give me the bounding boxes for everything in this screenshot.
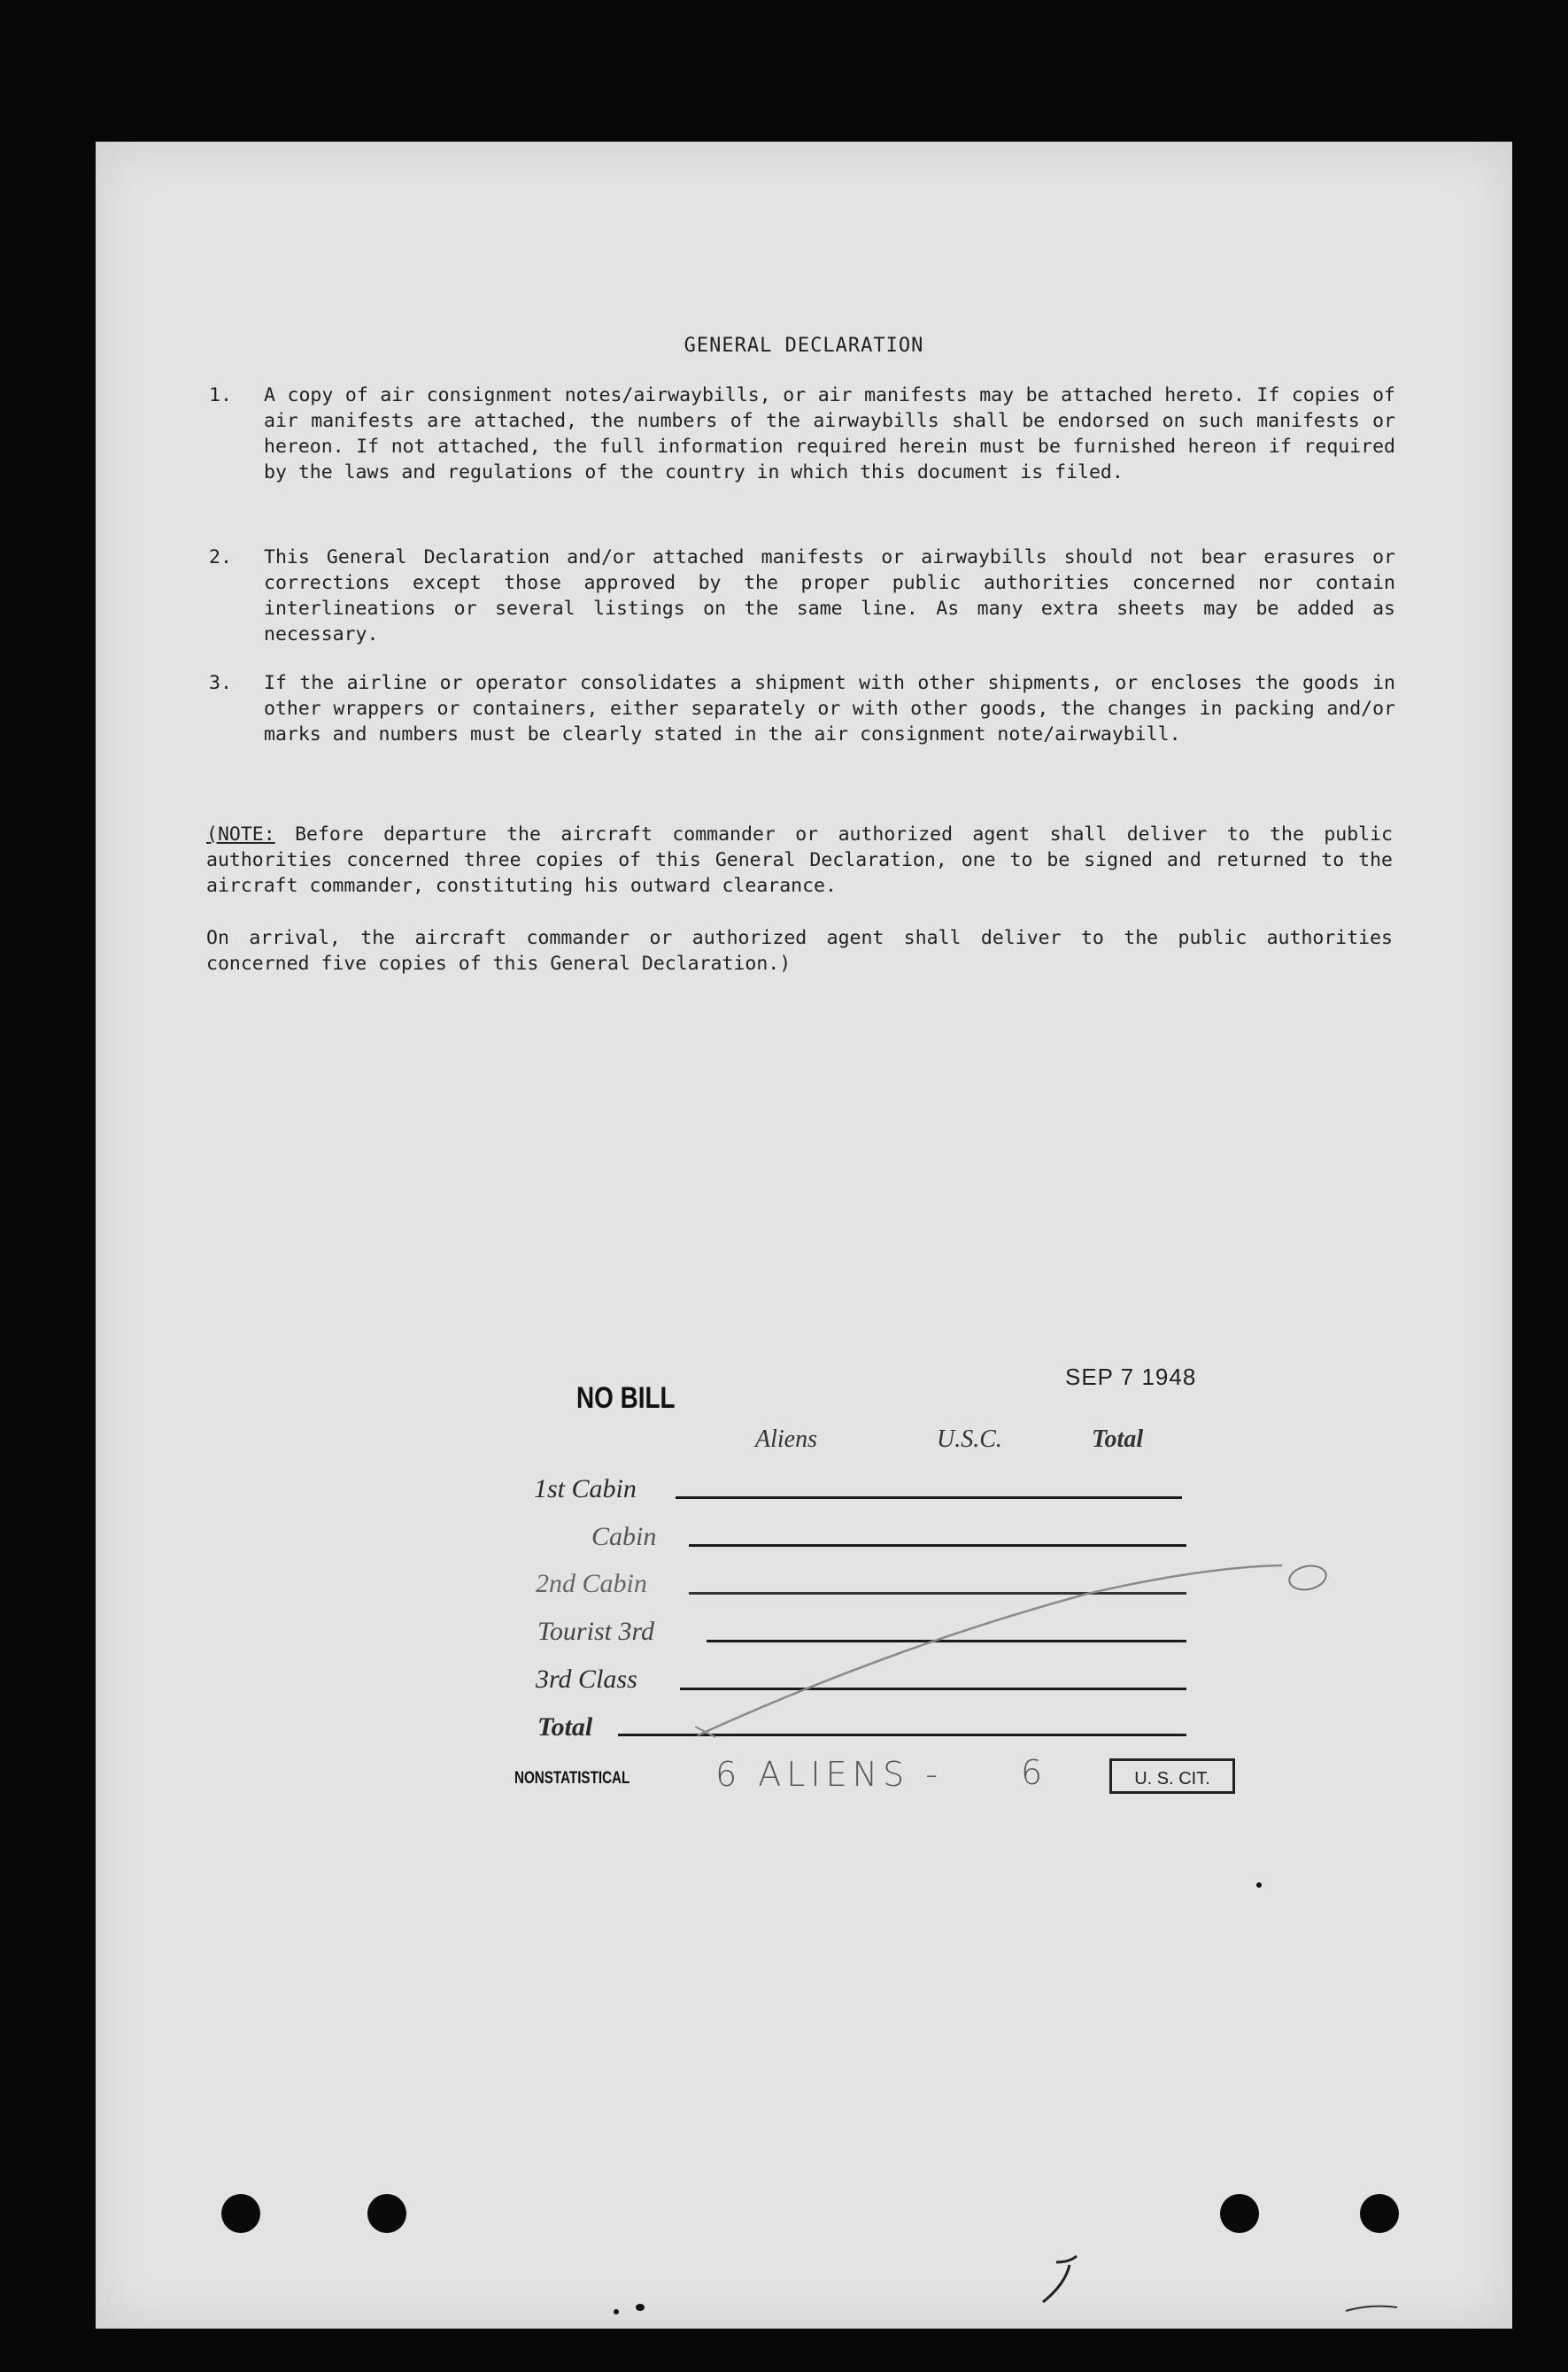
- note-text: Before departure the aircraft commander or authorized agent shall deliver to the public authorities concerned three copies of this General Declaration, one to be signed and returned to the aircraft commander, constituting his outward clearance.: [206, 823, 1393, 897]
- column-header-aliens: Aliens: [755, 1426, 817, 1453]
- item-text: This General Declaration and/or attached manifests or airwaybills should not bear erasures or corrections except those approved by the proper public authorities concerned nor contain interlineations or several listings on the same line. As many extra sheets may be added as necessary.: [264, 546, 1395, 645]
- column-header-usc: U.S.C.: [937, 1426, 1002, 1453]
- item-number: 2.: [209, 546, 232, 568]
- row-label-tourist-3rd: Tourist 3rd: [537, 1617, 655, 1646]
- nonstatistical-stamp: NONSTATISTICAL: [514, 1769, 630, 1788]
- ink-speck: [636, 2304, 645, 2311]
- no-bill-stamp: NO BILL: [576, 1381, 676, 1415]
- item-text: If the airline or operator consolidates a shipment with other shipments, or encloses the goods in other wrappers or containers, either separately or with other goods, the changes in packing and/or marks and numbers must be clearly stated in the air consignment note/airwaybill.: [264, 672, 1395, 746]
- declaration-page: [96, 142, 1512, 2329]
- handwritten-strike-line: [96, 142, 1512, 2329]
- date-stamp: SEP 7 1948: [1065, 1364, 1197, 1390]
- column-header-total: Total: [1092, 1426, 1144, 1453]
- item-text: A copy of air consignment notes/airwaybills, or air manifests may be attached hereto. If copies of air manifests are attached, the numbers of the airwaybills shall be endorsed on such manifests or hereon. If not attached, the full information required herein must be furnished hereon if required by the laws and regulations of the country in which this document is filed.: [264, 384, 1395, 483]
- document-title: GENERAL DECLARATION: [684, 335, 924, 357]
- row-label-cabin: Cabin: [591, 1522, 657, 1551]
- row-label-2nd-cabin: 2nd Cabin: [536, 1569, 647, 1598]
- row-label-total: Total: [537, 1712, 593, 1742]
- row-label-1st-cabin: 1st Cabin: [534, 1474, 637, 1503]
- punch-hole: [1360, 2194, 1399, 2233]
- note-label: (NOTE:: [206, 823, 275, 846]
- ink-speck: [1256, 1882, 1262, 1888]
- punch-hole: [367, 2194, 406, 2233]
- item-number: 3.: [209, 672, 232, 694]
- handwritten-count: 6: [1021, 1753, 1048, 1792]
- handwritten-aliens-note: 6 ALIENS -: [715, 1755, 943, 1794]
- row-label-3rd-class: 3rd Class: [536, 1665, 637, 1694]
- item-number: 1.: [209, 384, 232, 406]
- ink-speck: [614, 2309, 619, 2314]
- arrival-note: On arrival, the aircraft commander or authorized agent shall deliver to the public authorities concerned five copies of this General Declaration.): [206, 927, 1393, 975]
- punch-hole: [1220, 2194, 1259, 2233]
- punch-hole: [221, 2194, 260, 2233]
- us-citizen-stamp: U. S. CIT.: [1109, 1758, 1235, 1794]
